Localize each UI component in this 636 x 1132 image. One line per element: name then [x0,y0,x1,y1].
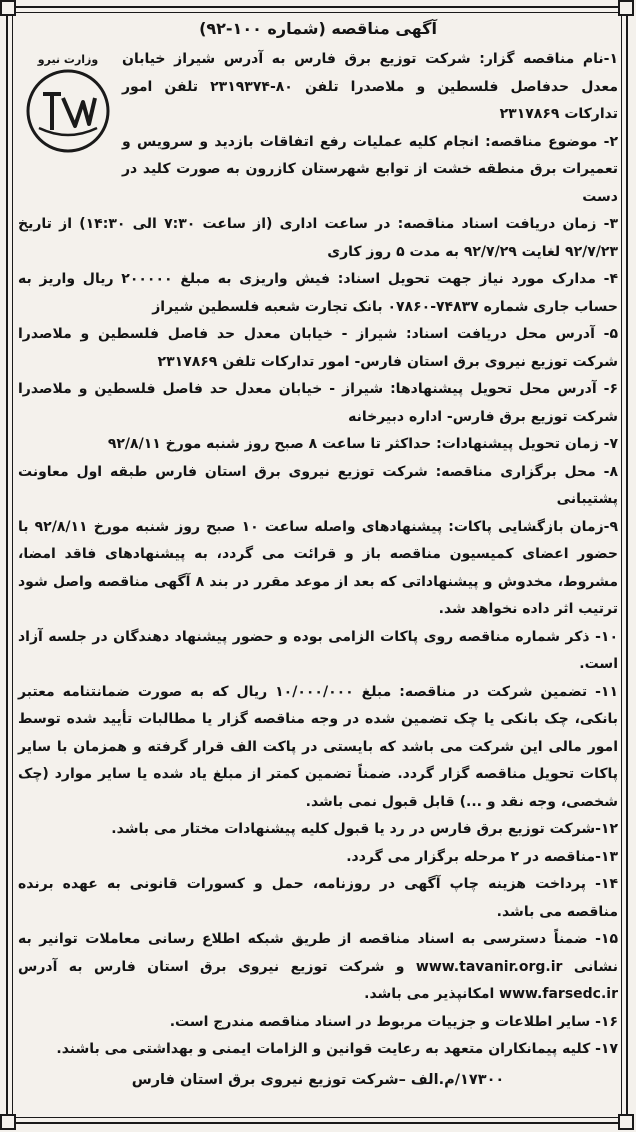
ad-items-list [18,46,618,1064]
ad-content [18,14,618,1120]
frame-corner-ornament [0,0,16,16]
ad-item: ۲- موضوع مناقصه: انجام کلیه عملیات رفع اتفاقات بازدید و سرویس و تعمیرات برق منطقه خشت از توابع شهرستان کازرون به صورت کلید در دست [122,133,618,205]
ad-footer-signature: ۱۷۳۰۰/م.الف –شرکت توزیع نیروی برق استان فارس [131,1071,505,1088]
ad-item: ۱۴- پرداخت هزینه چاپ آگهی در روزنامه، حمل و کسورات قانونی به عهده برنده مناقصه می باشد. [18,876,618,920]
ad-item: ۱۷- کلیه پیمانکاران متعهد به رعایت قوانین و الزامات ایمنی و بهداشتی می باشند. [56,1041,618,1057]
ad-item: ۱۵- ضمناً دسترسی به اسناد مناقصه از طریق شبکه اطلاع رسانی معاملات توانیر به نشانی www.tavanir.org.ir و شرکت توزیع نیروی برق استان فارس به آدرس www.farsedc.ir امکانپذیر می باشد. [18,931,619,1002]
logo-caption: وزارت نیرو [37,53,99,66]
ad-item: ۹-زمان بازگشایی پاکات: پیشنهادهای واصله ساعت ۱۰ صبح روز شنبه مورخ ۹۲/۸/۱۱ با حضور اعضای کمیسیون مناقصه باز و قرائت می گردد، به پیشنهادهای فاقد امضا، مشروط، مخدوش و پیشنهاداتی که بعد از موعد مقرر در بند ۸ آگهی مناقصه واصل شود ترتیب اثر داده نخواهد شد. [18,518,618,617]
frame-corner-ornament [0,1114,16,1130]
frame-corner-ornament [618,0,634,16]
ad-item: ۵- آدرس محل دریافت اسناد: شیراز - خیابان معدل حد فاصل فلسطین و ملاصدرا شرکت توزیع نیروی برق استان فارس- امور تدارکات تلفن ۲۳۱۷۸۶۹ [18,326,618,370]
ad-item: ۸- محل برگزاری مناقصه: شرکت توزیع نیروی برق استان فارس طبقه اول معاونت پشتیبانی [18,463,618,507]
ministry-of-energy-logo-icon [25,68,111,154]
ministry-logo [18,52,118,164]
ad-title: آگهی مناقصه (شماره ۱۰۰-۹۲) [199,19,437,38]
frame-corner-ornament [618,1114,634,1130]
ad-item: ۴- مدارک مورد نیاز جهت تحویل اسناد: فیش واریزی به مبلغ ۲۰۰۰۰۰ ریال واریز به حساب جاری شماره ۷۴۸۳۷-۰۷۸۶۰ بانک تجارت شعبه فلسطین شیراز [18,271,618,315]
ad-item: ۱۰- ذکر شماره مناقصه روی پاکات الزامی بوده و حضور پیشنهاد دهندگان در جلسه آزاد است. [18,628,618,672]
ad-item: ۱۳-مناقصه در ۲ مرحله برگزار می گردد. [346,848,618,865]
ad-item: ۷- زمان تحویل پیشنهادات: حداکثر تا ساعت ۸ صبح روز شنبه مورخ ۹۲/۸/۱۱ [107,436,618,452]
ad-item: ۱۲-شرکت توزیع برق فارس در رد یا قبول کلیه پیشنهادات مختار می باشد. [111,821,618,837]
ad-item: ۳- زمان دریافت اسناد مناقصه: در ساعت اداری (از ساعت ۷:۳۰ الی ۱۴:۳۰) از تاریخ ۹۲/۷/۲۳ لغایت ۹۲/۷/۲۹ به مدت ۵ روز کاری [18,216,618,260]
ad-item: ۱۶- سایر اطلاعات و جزییات مربوط در اسناد مناقصه مندرج است. [169,1013,618,1030]
ad-item: ۶- آدرس محل تحویل پیشنهادها: شیراز - خیابان معدل حد فاصل فلسطین و ملاصدرا شرکت توزیع برق فارس- اداره دبیرخانه [18,381,618,425]
ad-item: ۱۱- تضمین شرکت در مناقصه: مبلغ ۱۰/۰۰۰/۰۰۰ ریال که به صورت ضمانتنامه معتبر بانکی، چک بانکی یا چک تضمین شده در وجه مناقصه گزار یا مطالبات تأیید شده توسط امور مالی این شرکت می باشد که بایستی در پاکت الف قرار گرفته و همزمان با سایر پاکات تحویل مناقصه گزار گردد. ضمناً تضمین کمتر از مبلغ یاد شده یا سایر موارد (چک شخصی، وجه نقد و ...) قابل قبول نمی باشد. [18,683,619,810]
ad-item: ۱-نام مناقصه گزار: شرکت توزیع برق فارس به آدرس شیراز خیابان معدل حدفاصل فلسطین و ملاصدرا تلفن ۸۰-۲۳۱۹۳۷۴ تلفن امور تدارکات ۲۳۱۷۸۶۹ [122,51,618,122]
